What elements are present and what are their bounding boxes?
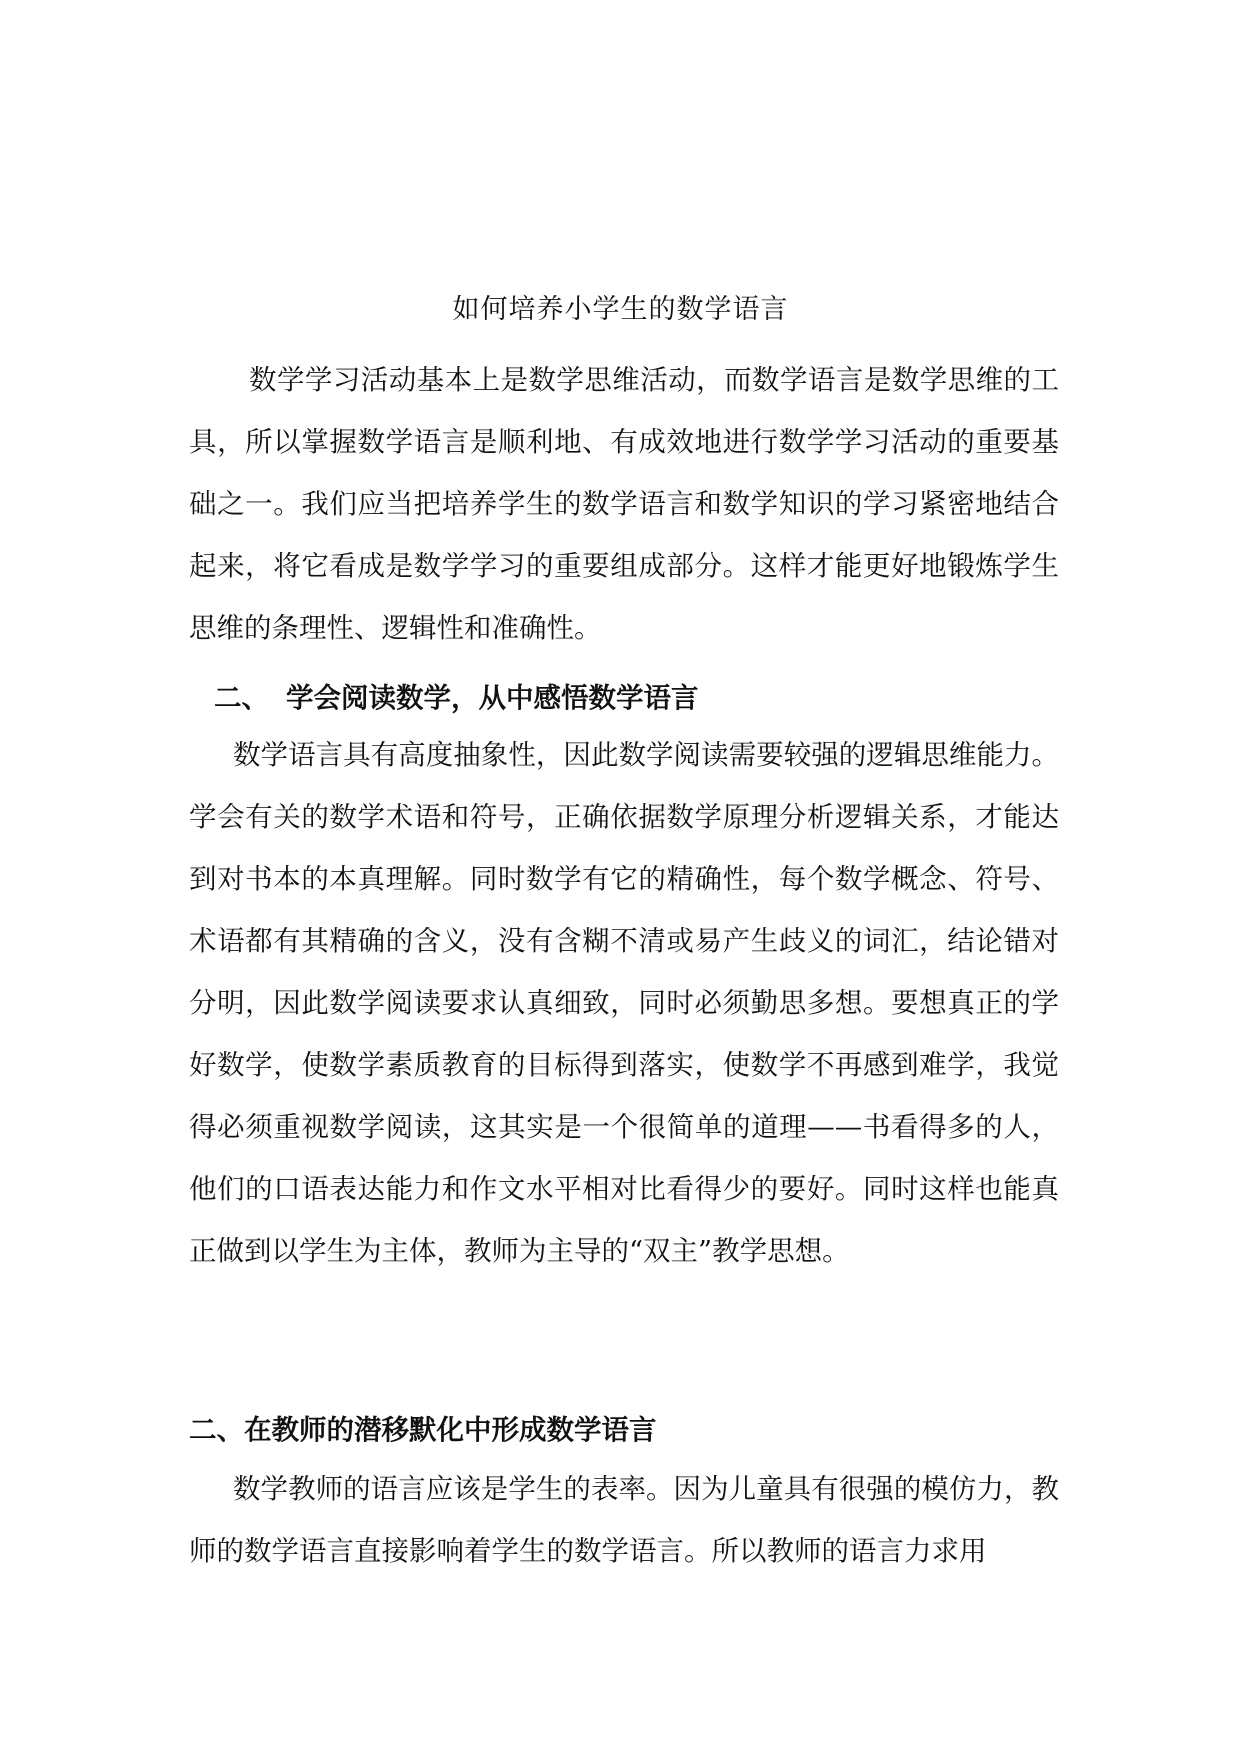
section-number: 二、 <box>214 682 269 714</box>
paragraph-intro: 数学学习活动基本上是数学思维活动，而数学语言是数学思维的工具，所以掌握数学语言是顺利地、有成效地进行数学学习活动的重要基础之一。我们应当把培养学生的数学语言和数学知识的学习紧密地结合起来，将它看成是数学学习的重要组成部分。这样才能更好地锻炼学生思维的条理性、逻辑性和准确性。 <box>189 364 1059 644</box>
paragraph-teacher: 数学教师的语言应该是学生的表率。因为儿童具有很强的模仿力，教师的数学语言直接影响着学生的数学语言。所以教师的语言力求用 <box>189 1473 1059 1567</box>
section-heading-reading <box>214 680 699 716</box>
section-heading-teacher: 二、在教师的潜移默化中形成数学语言 <box>189 1414 657 1446</box>
document-title: 如何培养小学生的数学语言 <box>452 294 789 325</box>
paragraph-reading: 数学语言具有高度抽象性，因此数学阅读需要较强的逻辑思维能力。学会有关的数学术语和符号，正确依据数学原理分析逻辑关系，才能达到对书本的本真理解。同时数学有它的精确性，每个数学概念、符号、术语都有其精确的含义，没有含糊不清或易产生歧义的词汇，结论错对分明，因此数学阅读要求认真细致，同时必须勤思多想。要想真正的学好数学，使数学素质教育的目标得到落实，使数学不再感到难学，我觉得必须重视数学阅读，这其实是一个很简单的道理——书看得多的人，他们的口语表达能力和作文水平相对比看得少的要好。同时这样也能真正做到以学生为主体，教师为主导的“双主”教学思想。 <box>189 739 1059 1267</box>
section-title: 学会阅读数学，从中感悟数学语言 <box>286 682 699 714</box>
